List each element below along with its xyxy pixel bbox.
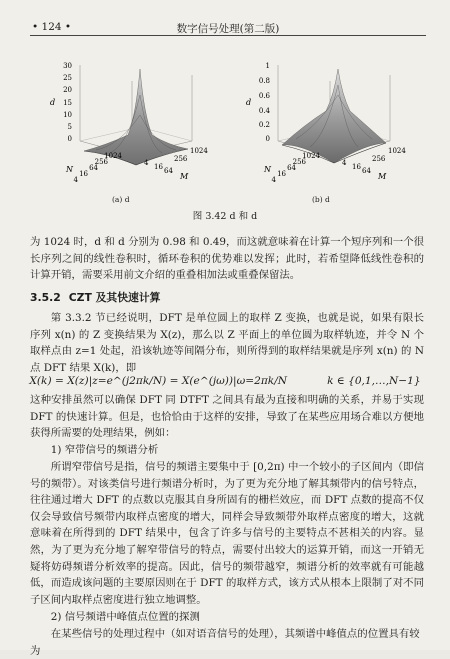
equation: [0, 375, 450, 387]
figure-right-plot: [238, 55, 418, 195]
m-axis-label: M: [180, 172, 189, 181]
section-title: CZT 及其快速计算: [68, 291, 161, 304]
n-tick: 64: [287, 164, 296, 172]
m-tick: 1024: [190, 147, 208, 155]
m-tick: 1024: [388, 147, 406, 155]
m-tick: 4: [144, 159, 149, 167]
m-tick: 4: [342, 159, 347, 167]
m-tick: 256: [174, 155, 188, 163]
subfigure-label-a: (a) d: [112, 195, 130, 204]
z-tick: 0.8: [258, 77, 270, 85]
n-tick: 1024: [302, 152, 320, 160]
z-tick: 30: [63, 62, 72, 70]
paragraph: 第 3.3.2 节已经说明，DFT 是单位圆上的取样 Z 变换，也就是说，如果有限长序列 x(n) 的 Z 变换结果为 X(z)，那么以 Z 平面上的单位圆为取样轨迹，并令 N 个取样点由 z=1 处起，沿该轨迹等间隔分布，则所得到的取样结果就是序列 x(n) 的 N 点 DFT 结果 X(k)，即: [30, 312, 424, 374]
m-tick: 64: [362, 167, 371, 175]
m-tick: 16: [352, 163, 361, 171]
z-axis-label: d: [246, 98, 252, 107]
z-tick: 0.6: [258, 92, 270, 100]
page-number: • 124 •: [32, 21, 72, 33]
book-title: 数字信号处理(第二版): [176, 23, 280, 35]
z-tick: 15: [63, 99, 72, 107]
n-tick: 4: [271, 176, 276, 184]
z-tick: 1: [265, 62, 270, 70]
equation-lhs: X(k) = X(z)|z=e^(j2πk/N) = X(e^(jω))|ω=2πk/N: [29, 375, 288, 387]
list-item-heading: 1) 窄带信号的频谱分析: [50, 444, 159, 456]
paragraph: 所谓窄带信号是指，信号的频谱主要集中于 [0,2π) 中一个较小的子区间内（即信号的频带）。对该类信号进行频谱分析时，为了更为充分地了解其频带内的信号特点，往往通过增大 DFT 的点数以克服其自身所固有的栅栏效应，而 DFT 点数的提高不仅仅会导致信号频带内取样点密度的增大，同样会导致频带外取样点密度的增大，这就意味着在所得到的 DFT 结果中，包含了许多与信号的主要特点不甚相关的内容。显然，为了更为充分地了解窄带信号的特点，需要付出较大的运算开销，而这一开销无疑将妨碍频谱分析效率的提高。因此，信号的频带越窄，频谱分析的效率就有可能越低，而造成该问题的主要原因则在于 DFT 的取样方式，该方式从根本上限制了对不同子区间内取样点密度进行独立地调整。: [30, 461, 424, 606]
n-tick: 4: [73, 176, 78, 184]
z-tick: 0.2: [258, 121, 270, 129]
n-tick: 16: [79, 170, 88, 178]
page-header: [30, 21, 426, 36]
z-tick: 10: [63, 111, 72, 119]
n-tick: 16: [277, 170, 286, 178]
z-tick: 5: [67, 123, 72, 131]
m-axis-label: M: [378, 172, 387, 181]
m-tick: 64: [164, 167, 173, 175]
n-axis-label: N: [66, 165, 73, 174]
n-axis-label: N: [264, 165, 271, 174]
section-heading: [30, 290, 160, 305]
n-tick: 256: [292, 158, 306, 166]
z-tick: 0: [67, 135, 72, 143]
subfigure-label-b: (b) d: [312, 195, 330, 204]
z-tick: 0.4: [258, 107, 270, 115]
z-tick: 25: [63, 74, 72, 82]
n-tick: 1024: [104, 152, 122, 160]
m-tick: 16: [154, 163, 163, 171]
paragraph: 在某些信号的处理过程中（如对语音信号的处理），其频谱中峰值点的位置具有较为: [30, 628, 420, 657]
section-number: 3.5.2: [30, 291, 61, 304]
z-tick: 0: [265, 135, 270, 143]
equation-rhs: k ∈ {0,1,…,N−1}: [327, 375, 421, 387]
n-tick: 64: [89, 164, 98, 172]
n-tick: 256: [94, 158, 108, 166]
paragraph: 为 1024 时，d 和 d 分别为 0.98 和 0.49，而这就意味着在计算一个短序列和一个很长序列之间的线性卷积时，循环卷积的优势难以发挥；此时，若希望降低线性卷积的计算开销，需要采用前文介绍的重叠相加法或重叠保留法。: [30, 236, 424, 282]
list-item-heading: 2) 信号频谱中峰值点位置的探测: [50, 611, 200, 623]
figure-caption: 图 3.42 d 和 d: [192, 211, 258, 222]
figure-left-plot: [40, 55, 220, 195]
paragraph: 这种安排虽然可以确保 DFT 同 DTFT 之间具有最为直接和明确的关系，并易于实现 DFT 的快速计算。但是，也恰恰由于这样的安排，导致了在某些应用场合难以方便地获得所需要的处理结果，例如：: [30, 394, 424, 440]
z-tick: 20: [63, 86, 72, 94]
z-axis-label: d: [50, 98, 56, 107]
m-tick: 256: [372, 155, 386, 163]
